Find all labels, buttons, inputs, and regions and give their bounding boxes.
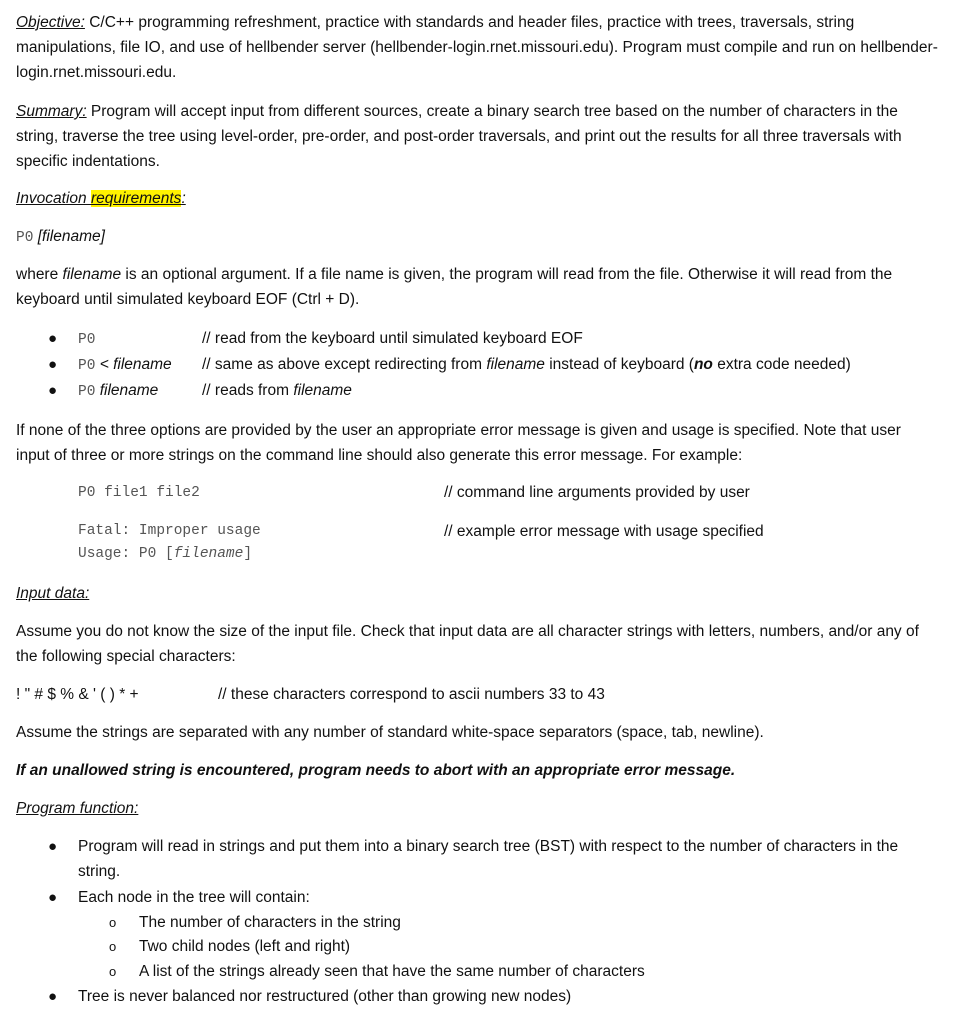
option-comment-e: extra code needed) [712,356,851,373]
summary-paragraph [16,99,938,174]
bullet-icon: ● [48,838,58,855]
invocation-arg: [filename] [33,228,105,245]
bullet-icon: ● [48,988,58,1005]
desc-filename: filename [62,266,122,283]
special-chars-comment: // these characters correspond to ascii numbers 33 to 43 [218,686,605,703]
program-function-label: Program function: [16,800,139,817]
option-cmd: P0 [78,332,96,348]
function-bullet: Tree is never balanced nor restructured (other than growing new nodes) [78,988,572,1005]
function-sub-bullet: A list of the strings already seen that have the same number of characters [139,963,645,980]
error-intro: If none of the three options are provided by the user an appropriate error message is given and usage is specified. Note that user input of three or more strings on the command line should also generate this error message. For example: [16,422,901,464]
example-error-line: Fatal: Improper usage [78,523,261,539]
function-bullet: Program will read in strings and put them into a binary search tree (BST) with respect to the number of characters in the string. [78,838,899,880]
invocation-label-colon: : [181,190,186,207]
bullet-icon: ● [48,356,58,373]
objective-paragraph [16,10,938,85]
invocation-label: Invocation [16,190,91,207]
option-comment: // read from the keyboard until simulated keyboard EOF [202,330,583,347]
invocation-description [16,262,938,312]
invocation-syntax [16,224,938,251]
circle-bullet-icon: o [109,915,117,930]
option-cmd: P0 [78,358,96,374]
invocation-label-highlight: requirements [90,190,182,207]
input-data-heading [16,581,938,606]
example-error-comment: // example error message with usage specified [444,523,764,540]
option-comment-no: no [693,356,713,373]
function-sub-bullet: The number of characters in the string [139,914,401,931]
special-chars: ! " # $ % & ' ( ) * + [16,686,139,703]
objective-label: Objective: [16,14,85,31]
invocation-heading [16,186,938,211]
program-function-heading [16,796,938,821]
invocation-cmd: P0 [16,230,34,246]
example-cmd: P0 file1 file2 [78,485,200,501]
desc-c: is an optional argument. If a file name is given, the program will read from the file. Otherwise it will read from the keyboard until simulated keyboard EOF (Ctrl + D). [16,266,893,308]
option-comment-filename: filename [293,382,352,399]
example-usage-filename: filename [173,546,244,562]
input-data-label: Input data: [16,585,90,602]
input-data-p2: Assume the strings are separated with any number of standard white-space separators (space, tab, newline). [16,724,764,741]
option-arg: < filename [95,356,172,373]
summary-text: Program will accept input from different sources, create a binary search tree based on the number of characters in the string, traverse the tree using level-order, pre-order, and post-order traversals, and print out the results for all three traversals with specific indentations. [16,103,902,170]
circle-bullet-icon: o [109,964,117,979]
desc-a: where [16,266,63,283]
input-data-p1: Assume you do not know the size of the input file. Check that input data are all character strings with letters, numbers, and/or any of the following special characters: [16,623,919,665]
example-usage-c: ] [243,546,253,562]
option-comment: // same as above except redirecting from [202,356,487,373]
option-cmd: P0 [78,384,96,400]
bullet-icon: ● [48,330,58,347]
option-comment: // reads from [202,382,294,399]
objective-text: C/C++ programming refreshment, practice with standards and header files, practice with trees, traversals, string manipulations, file IO, and use of hellbender server (hellbender-login.rnet.missouri.edu). Program must compile and run on hellbender-login.rnet.missouri.edu. [16,14,938,81]
circle-bullet-icon: o [109,939,117,954]
summary-label: Summary: [16,103,87,120]
bullet-icon: ● [48,889,58,906]
option-comment-c: instead of keyboard ( [544,356,694,373]
option-arg: filename [95,382,159,399]
function-bullet: Each node in the tree will contain: [78,889,310,906]
option-comment-filename: filename [486,356,545,373]
example-usage-a: Usage: P0 [ [78,546,174,562]
bullet-icon: ● [48,382,58,399]
example-cmd-comment: // command line arguments provided by user [444,484,750,501]
input-data-p3: If an unallowed string is encountered, program needs to abort with an appropriate error message. [16,762,736,779]
function-sub-bullet: Two child nodes (left and right) [139,938,351,955]
